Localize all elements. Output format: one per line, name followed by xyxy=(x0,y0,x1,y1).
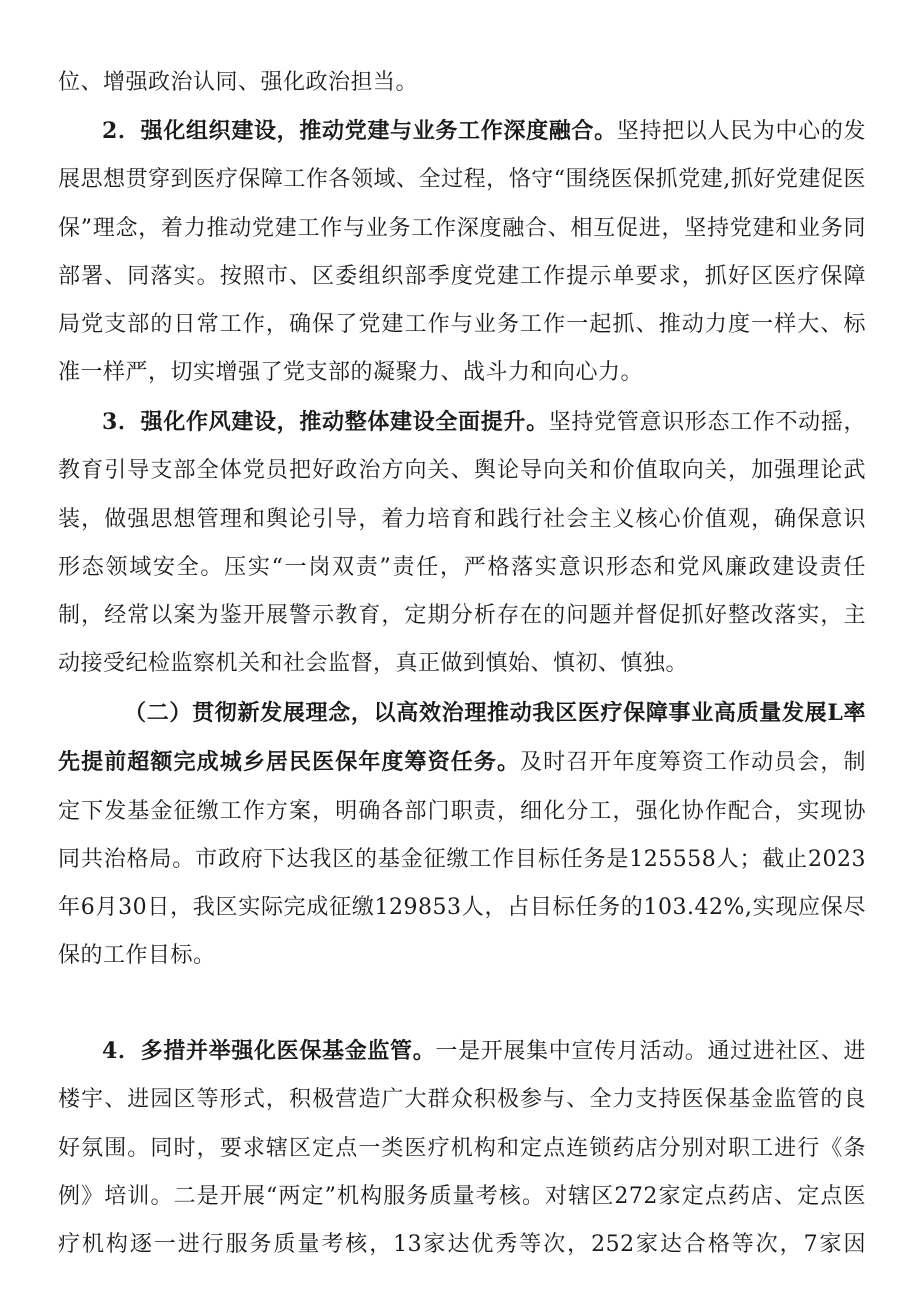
paragraph-continuation xyxy=(58,59,866,107)
paragraph-body: 坚持把以人民为中心的发展思想贯穿到医疗保障工作各领域、全过程，恪守“围绕医保抓党建,抓好党建促医保”理念，着力推动党建工作与业务工作深度融合、相互促进，坚持党建和业务同部署、同落实。按照市、区委组织部季度党建工作提示单要求，抓好区医疗保障局党支部的日常工作，确保了党建工作与业务工作一起抓、推动力度一样大、标准一样严，切实增强了党支部的凝聚力、战斗力和向心力。 xyxy=(58,119,866,386)
paragraph-text: 位、增强政治认同、强化政治担当。 xyxy=(58,70,419,95)
paragraph-heading: 2．强化组织建设，推动党建与业务工作深度融合。 xyxy=(102,118,617,144)
paragraph-body: 及时召开年度筹资工作动员会，制定下发基金征缴工作方案，明确各部门职责，细化分工，强化协作配合，实现协同共治格局。市政府下达我区的基金征缴工作目标任务是125558人；截止2023年6月30日，我区实际完成征缴129853人，占目标任务的103.42%,实现应保尽保的工作目标。 xyxy=(58,750,866,969)
paragraph-organization-building xyxy=(58,107,866,398)
paragraph-heading: 3．强化作风建设，推动整体建设全面提升。 xyxy=(102,409,549,435)
section-heading-paragraph xyxy=(58,689,866,981)
paragraph-body: 一是开展集中宣传月活动。通过进社区、进楼宇、进园区等形式，积极营造广大群众积极参与、全力支持医保基金监管的良好氛围。同时，要求辖区定点一类医疗机构和定点连锁药店分别对职工进行《条例》培训。二是开展“两定”机构服务质量考核。对辖区272家定点药店、定点医疗机构逐一进行服务质量考核，13家达优秀等次，252家达合格等次，7家因 xyxy=(58,1039,866,1258)
paragraph-heading: 4．多措并举强化医保基金监管。 xyxy=(102,1038,436,1064)
paragraph-body: 坚持党管意识形态工作不动摇，教育引导支部全体党员把好政治方向关、舆论导向关和价值取向关，加强理论武装，做强思想管理和舆论引导，着力培育和践行社会主义核心价值观，确保意识形态领域安全。压实“一岗双责”责任，严格落实意识形态和党风廉政建设责任制，经常以案为鉴开展警示教育，定期分析存在的问题并督促抓好整改落实，主动接受纪检监察机关和社会监督，真正做到慎始、慎初、慎独。 xyxy=(58,410,866,677)
paragraph-style-building xyxy=(58,398,866,689)
paragraph-fund-supervision xyxy=(58,1027,866,1269)
section-heading: （二）贯彻新发展理念，以高效治理推动我区医疗保障事业高质量发展L率先提前超额完成城乡居民医保年度筹资任务。 xyxy=(58,700,866,776)
